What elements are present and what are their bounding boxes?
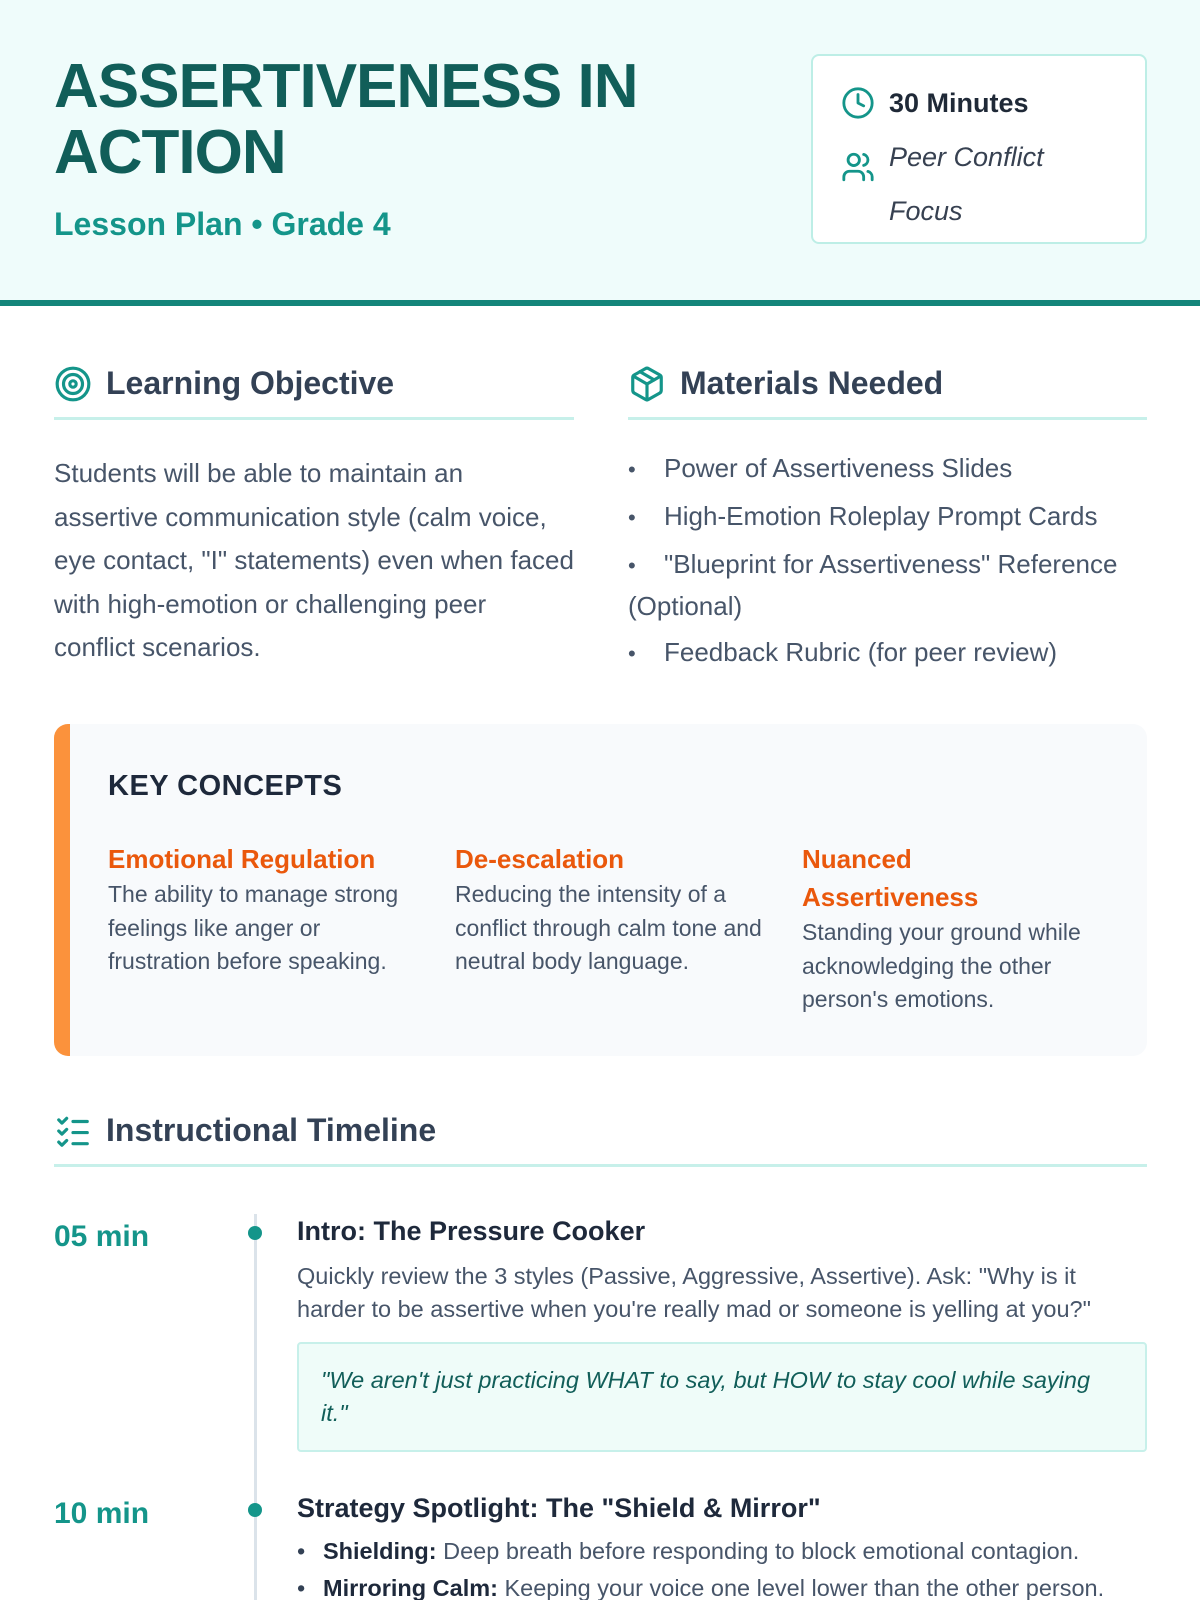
lesson-title: ASSERTIVENESS IN ACTION	[54, 52, 638, 187]
timeline-title: Strategy Spotlight: The "Shield & Mirror"	[297, 1493, 821, 1523]
concept-name: Nuanced Assertiveness	[802, 844, 979, 912]
timeline-title: Intro: The Pressure Cooker	[297, 1216, 646, 1246]
timeline-heading	[54, 1097, 1147, 1167]
duration-row	[841, 86, 1029, 120]
timeline-bullets	[297, 1533, 1157, 1600]
clock-icon	[841, 86, 875, 120]
concept-desc: Standing your ground while acknowledging the other person's emotions.	[802, 919, 1081, 1012]
objective-heading-label: Learning Objective	[106, 365, 395, 401]
timeline-time: 05 min	[54, 1220, 150, 1253]
list-item: • High-Emotion Roleplay Prompt Cards	[628, 496, 1148, 538]
package-icon	[628, 365, 666, 403]
timeline-time: 10 min	[54, 1497, 150, 1530]
lesson-meta-card	[811, 54, 1147, 244]
list-item: • Feedback Rubric (for peer review)	[628, 632, 1148, 674]
key-concepts-card	[54, 724, 1147, 1056]
concept-desc: The ability to manage strong feelings like anger or frustration before speaking.	[108, 881, 399, 974]
timeline-quote: "We aren't just practicing WHAT to say, but HOW to stay cool while saying it."	[297, 1342, 1147, 1452]
key-concepts-title: KEY CONCEPTS	[108, 770, 343, 802]
materials-heading-label: Materials Needed	[680, 365, 944, 401]
concept-desc: Reducing the intensity of a conflict through calm tone and neutral body language.	[455, 881, 762, 974]
concept-name: De-escalation	[455, 844, 625, 874]
duration-text: 30 Minutes	[889, 88, 1029, 118]
timeline-dot	[248, 1226, 262, 1240]
list-item: • Power of Assertiveness Slides	[628, 448, 1148, 490]
focus-row	[841, 140, 1089, 238]
list-item: • "Blueprint for Assertiveness" Reference (Optional)	[628, 544, 1148, 626]
objective-text: Students will be able to maintain an assertive communication style (calm voice, eye contact, "I" statements) even when faced with high-emotion or challenging peer conflict scenarios.	[54, 458, 574, 662]
timeline-heading-label: Instructional Timeline	[106, 1112, 437, 1148]
timeline-desc: Quickly review the 3 styles (Passive, Aggressive, Assertive). Ask: "Why is it harder to be assertive when you're really mad or someone is yelling at you?"	[297, 1263, 1091, 1322]
concept-de-escalation	[455, 840, 765, 979]
concept-name: Emotional Regulation	[108, 844, 376, 874]
lesson-header	[0, 0, 1200, 306]
checklist-icon	[54, 1112, 92, 1150]
materials-list	[628, 448, 1148, 680]
timeline-dot	[248, 1503, 262, 1517]
focus-text: Peer Conflict Focus	[889, 142, 1044, 226]
concept-emotional-regulation	[108, 840, 418, 979]
list-item: • Mirroring Calm: Keeping your voice one level lower than the other person.	[297, 1570, 1157, 1600]
objective-heading	[54, 350, 574, 420]
target-icon	[54, 365, 92, 403]
materials-heading	[628, 350, 1147, 420]
concept-nuanced-assertiveness	[802, 840, 1112, 1017]
timeline-line	[254, 1214, 257, 1600]
users-icon	[841, 150, 875, 184]
lesson-subtitle: Lesson Plan • Grade 4	[54, 206, 391, 242]
list-item: • Shielding: Deep breath before responding to block emotional contagion.	[297, 1533, 1157, 1570]
